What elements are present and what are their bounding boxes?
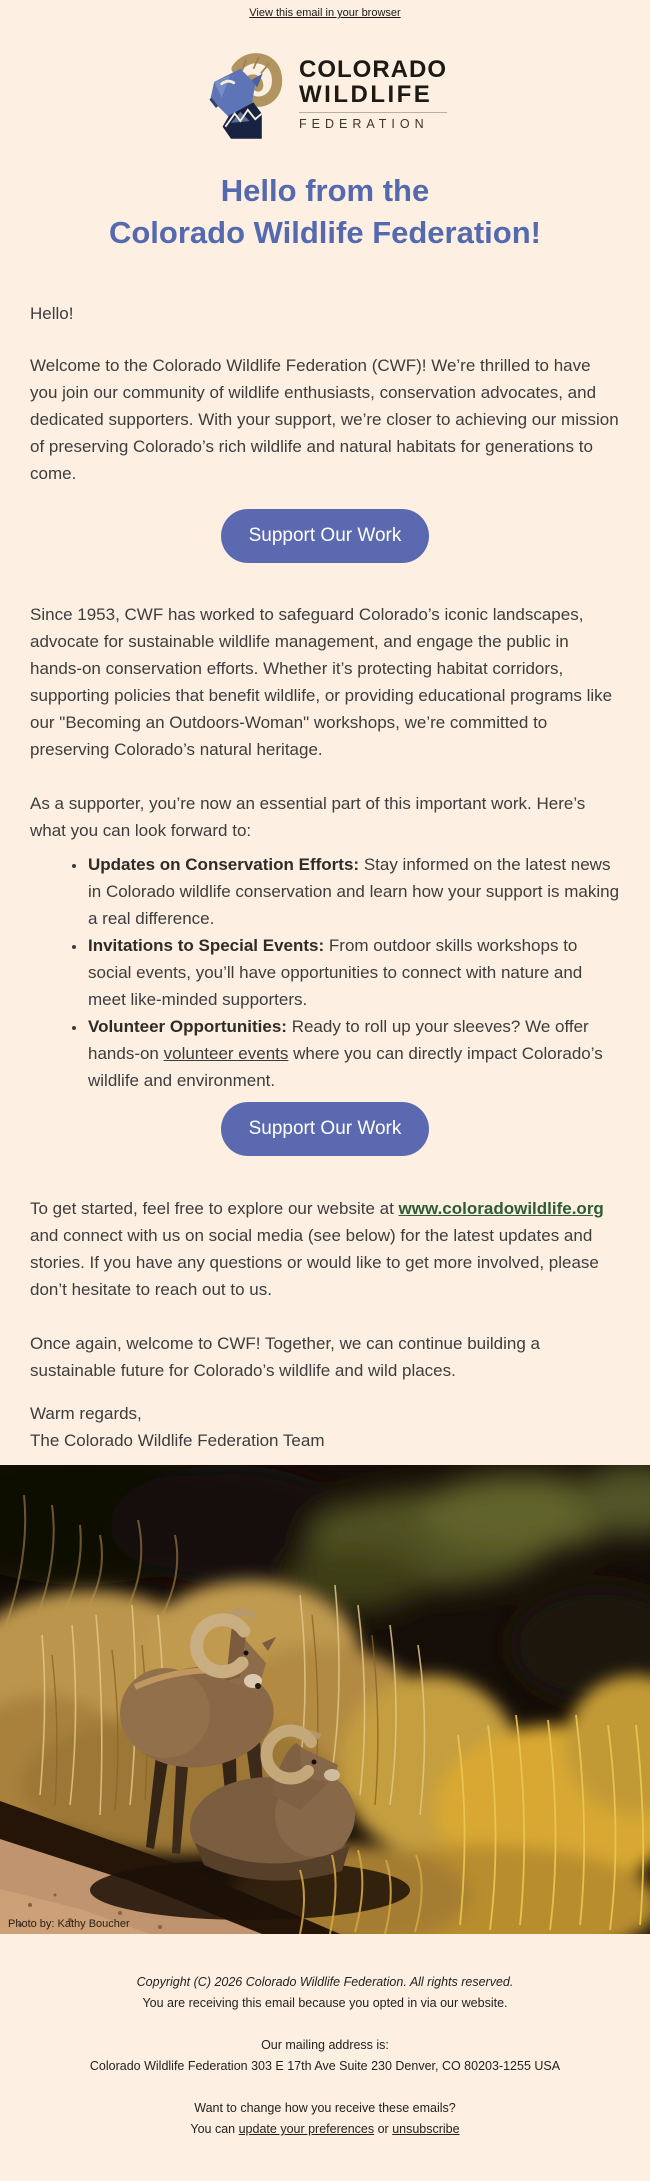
bullet-volunteer-lead: Volunteer Opportunities: xyxy=(88,1017,287,1036)
photo-credit: Photo by: Kathy Boucher xyxy=(8,1918,130,1930)
logo-line-colorado: COLORADO xyxy=(299,56,447,83)
cwf-logo xyxy=(0,46,650,142)
para-welcome: Welcome to the Colorado Wildlife Federation (CWF)! We’re thrilled to have you join our community of wildlife enthusiasts, conservation advocates, and dedicated supporters. With your support, we’re closer to achieving our mission of preserving Colorado’s rich wildlife and natural habitats for generations to come. xyxy=(30,356,619,483)
bighorn-sheep-photo xyxy=(0,1465,650,1934)
mailing-address: Colorado Wildlife Federation 303 E 17th Ave Suite 230 Denver, CO 80203-1255 USA xyxy=(89,2059,561,2073)
support-our-work-button-2[interactable]: Support Our Work xyxy=(221,1102,430,1156)
para-explore: To get started, feel free to explore our website at www.coloradowildlife.org and connect with us on social media (see below) for the latest updates and stories. If you have any questions or would like to get more involved, please don’t hesitate to reach out to us. xyxy=(30,1199,604,1299)
website-link[interactable]: www.coloradowildlife.org xyxy=(398,1199,604,1218)
email-content xyxy=(0,300,650,1454)
change-emails-question: Want to change how you receive these emails? xyxy=(194,2101,456,2115)
logo-line-federation: FEDERATION xyxy=(299,117,429,131)
signoff: Warm regards, The Colorado Wildlife Federation Team xyxy=(30,1404,325,1450)
view-in-browser-link[interactable]: View this email in your browser xyxy=(249,7,401,19)
para-history: Since 1953, CWF has worked to safeguard Colorado’s iconic landscapes, advocate for sustainable wildlife management, and engage the public in hands-on conservation efforts. Whether it’s protecting habitat corridors, supporting policies that benefit wildlife, or providing educational programs like our "Becoming an Outdoors-Woman" workshops, we’re committed to preserving Colorado’s natural heritage. xyxy=(30,605,613,759)
preheader xyxy=(0,0,650,20)
photo-section xyxy=(0,1465,650,1934)
bullet-updates: • Updates on Conservation Efforts: Stay informed on the latest news in Colorado wildlife conservation and learn how your support is making a real difference. xyxy=(87,851,620,932)
copyright-line: Copyright (C) 2026 Colorado Wildlife Federation. All rights reserved. xyxy=(136,1975,514,1989)
manage-subscription-line: You can update your preferences or unsubscribe xyxy=(190,2122,460,2136)
cta-row-2 xyxy=(30,1102,620,1156)
unsubscribe-link[interactable]: unsubscribe xyxy=(392,2122,460,2136)
optin-line: You are receiving this email because you opted in via our website. xyxy=(142,1996,508,2010)
ram-logo-icon xyxy=(203,47,287,141)
para-closing: Once again, welcome to CWF! Together, we can continue building a sustainable future for Colorado’s wildlife and wild places. xyxy=(30,1334,540,1380)
bullet-invitations: • Invitations to Special Events: From outdoor skills workshops to social events, you’ll have opportunities to connect with nature and meet like-minded supporters. xyxy=(87,932,620,1013)
logo-divider xyxy=(299,112,447,113)
logo-wordmark xyxy=(299,57,447,131)
bullet-invitations-lead: Invitations to Special Events: xyxy=(88,936,325,955)
mailing-address-label: Our mailing address is: xyxy=(261,2038,389,2052)
bullet-volunteer: • Volunteer Opportunities: Ready to roll up your sleeves? We offer hands-on volunteer events where you can directly impact Colorado’s wildlife and environment. xyxy=(87,1013,620,1094)
para-supporter: As a supporter, you’re now an essential part of this important work. Here’s what you can look forward to: xyxy=(30,794,586,840)
update-preferences-link[interactable]: update your preferences xyxy=(238,2122,375,2136)
email-heading: Hello from the Colorado Wildlife Federation! xyxy=(108,173,541,250)
logo-line-wildlife: WILDLIFE xyxy=(299,81,433,108)
volunteer-events-link[interactable]: volunteer events xyxy=(163,1044,289,1063)
email-footer xyxy=(0,1934,650,2181)
support-our-work-button[interactable]: Support Our Work xyxy=(221,509,430,563)
benefits-list xyxy=(30,851,620,1094)
greeting: Hello! xyxy=(30,304,74,323)
bullet-updates-lead: Updates on Conservation Efforts: xyxy=(88,855,360,874)
cta-row-1 xyxy=(30,509,620,563)
